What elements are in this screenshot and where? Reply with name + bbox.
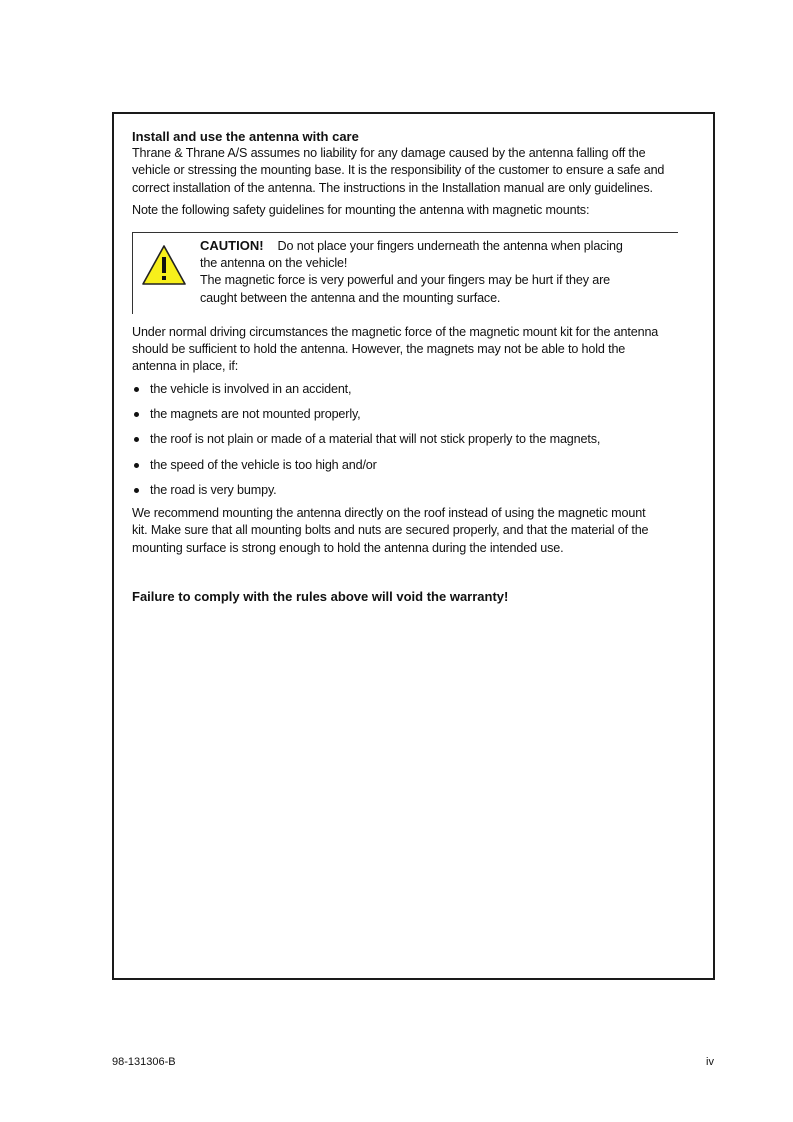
- intro-line: vehicle or stressing the mounting base. It is the responsibility of the customer to ensure a safe and: [132, 163, 665, 178]
- caution-line: The magnetic force is very powerful and your fingers may be hurt if they are: [200, 273, 610, 288]
- list-item-text: the speed of the vehicle is too high and/or: [150, 457, 377, 472]
- section-heading: Install and use the antenna with care: [132, 129, 359, 144]
- warning-triangle-icon: [141, 244, 187, 286]
- list-item-text: the roof is not plain or made of a material that will not stick properly to the magnets,: [150, 432, 601, 447]
- driving-line: should be sufficient to hold the antenna. However, the magnets may not be able to hold the: [132, 342, 626, 357]
- list-item: [132, 457, 698, 482]
- intro-line: correct installation of the antenna. The instructions in the Installation manual are only guidelines.: [132, 180, 653, 195]
- recommend-line: kit. Make sure that all mounting bolts and nuts are secured properly, and that the material of the: [132, 523, 649, 538]
- caution-label: CAUTION!: [200, 238, 264, 254]
- page-number: iv: [706, 1056, 714, 1068]
- caution-text: [200, 237, 670, 307]
- document-number: 98-131306-B: [112, 1056, 176, 1068]
- note-paragraph: Note the following safety guidelines for mounting the antenna with magnetic mounts:: [132, 202, 590, 217]
- bullet-icon: [134, 437, 139, 442]
- warranty-warning: Failure to comply with the rules above will void the warranty!: [132, 588, 509, 604]
- caution-line: caught between the antenna and the mounting surface.: [200, 290, 501, 305]
- list-item-text: the vehicle is involved in an accident,: [150, 381, 352, 396]
- list-item-text: the road is very bumpy.: [150, 482, 277, 497]
- bullet-icon: [134, 488, 139, 493]
- bullet-icon: [134, 387, 139, 392]
- list-item: [132, 406, 698, 431]
- list-item: [132, 431, 698, 456]
- recommend-line: mounting surface is strong enough to hold the antenna during the intended use.: [132, 540, 564, 555]
- recommend-line: We recommend mounting the antenna directly on the roof instead of using the magnetic mount: [132, 506, 646, 521]
- bullet-icon: [134, 463, 139, 468]
- intro-line: Thrane & Thrane A/S assumes no liability for any damage caused by the antenna falling off the: [132, 146, 646, 161]
- page-content: [132, 128, 698, 605]
- list-item: [132, 482, 698, 507]
- caution-line: Do not place your fingers underneath the antenna when placing: [277, 239, 623, 254]
- caution-box: [132, 232, 678, 314]
- caution-line: the antenna on the vehicle!: [200, 256, 348, 271]
- list-item: [132, 381, 698, 406]
- conditions-list: [132, 381, 698, 507]
- list-item-text: the magnets are not mounted properly,: [150, 406, 361, 421]
- bullet-icon: [134, 412, 139, 417]
- driving-line: Under normal driving circumstances the magnetic force of the magnetic mount kit for the antenna: [132, 325, 659, 340]
- driving-line: antenna in place, if:: [132, 359, 239, 374]
